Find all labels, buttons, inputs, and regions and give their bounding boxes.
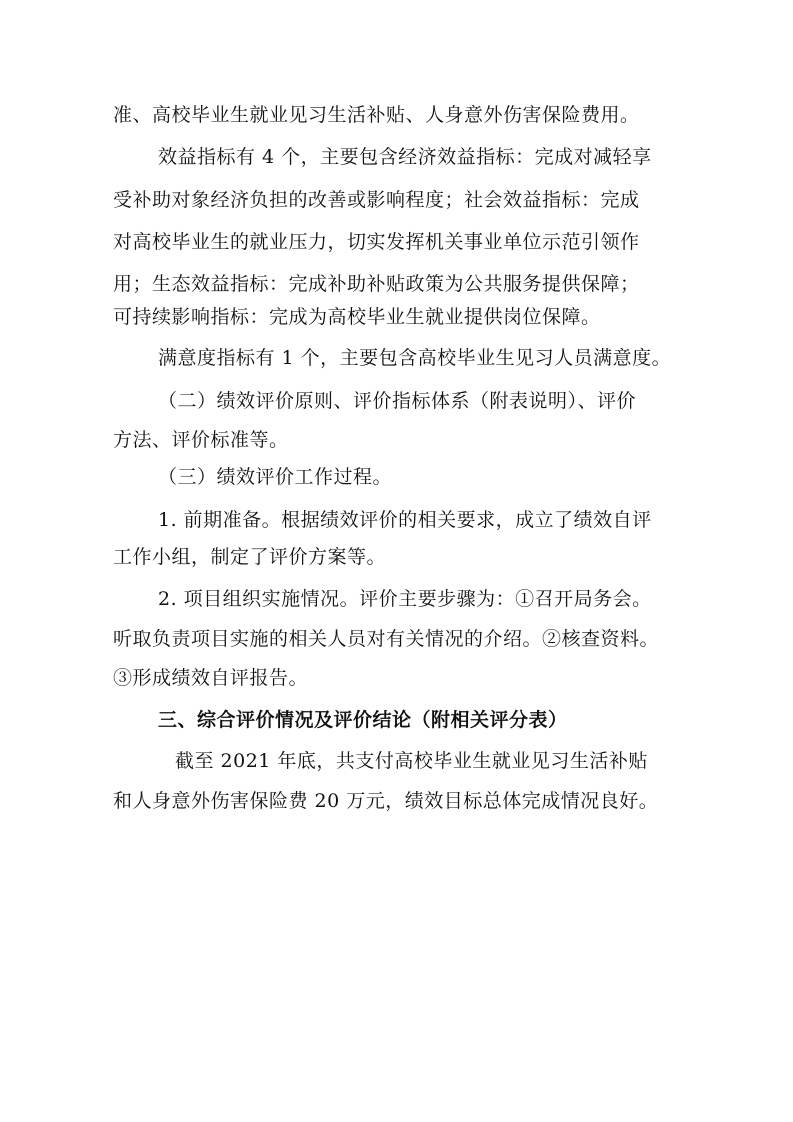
text-line-10: （三）绩效评价工作过程。 [158, 466, 393, 488]
text-line-18: 和人身意外伤害保险费 20 万元，绩效目标总体完成情况良好。 [113, 790, 659, 812]
text-line-3: 受补助对象经济负担的改善或影响程度；社会效益指标：完成 [113, 189, 640, 211]
text-line-15: ③形成绩效自评报告。 [113, 667, 309, 689]
text-line-6: 可持续影响指标：完成为高校毕业生就业提供岗位保障。 [113, 306, 601, 328]
text-line-2: 效益指标有 4 个，主要包含经济效益指标：完成对减轻享 [158, 146, 652, 168]
text-line-12: 工作小组，制定了评价方案等。 [113, 546, 387, 568]
text-line-14: 听取负责项目实施的相关人员对有关情况的介绍。②核查资料。 [113, 628, 660, 650]
text-line-13: 2. 项目组织实施情况。评价主要步骤为：①召开局务会。 [158, 588, 652, 610]
section-heading: 三、综合评价情况及评价结论（附相关评分表） [158, 709, 568, 731]
text-line-9: 方法、评价标准等。 [113, 429, 289, 451]
text-line-5: 用；生态效益指标：完成补助补贴政策为公共服务提供保障； [113, 273, 640, 295]
text-line-17: 截至 2021 年底，共支付高校毕业生就业见习生活补贴 [175, 750, 648, 772]
text-line-11: 1. 前期准备。根据绩效评价的相关要求，成立了绩效自评 [158, 509, 652, 531]
text-line-7: 满意度指标有 1 个，主要包含高校毕业生见习人员满意度。 [158, 347, 672, 369]
text-line-4: 对高校毕业生的就业压力，切实发挥机关事业单位示范引领作 [113, 231, 640, 253]
text-line-8: （二）绩效评价原则、评价指标体系（附表说明）、评价 [158, 390, 637, 412]
text-line-1: 准、高校毕业生就业见习生活补贴、人身意外伤害保险费用。 [113, 104, 640, 126]
